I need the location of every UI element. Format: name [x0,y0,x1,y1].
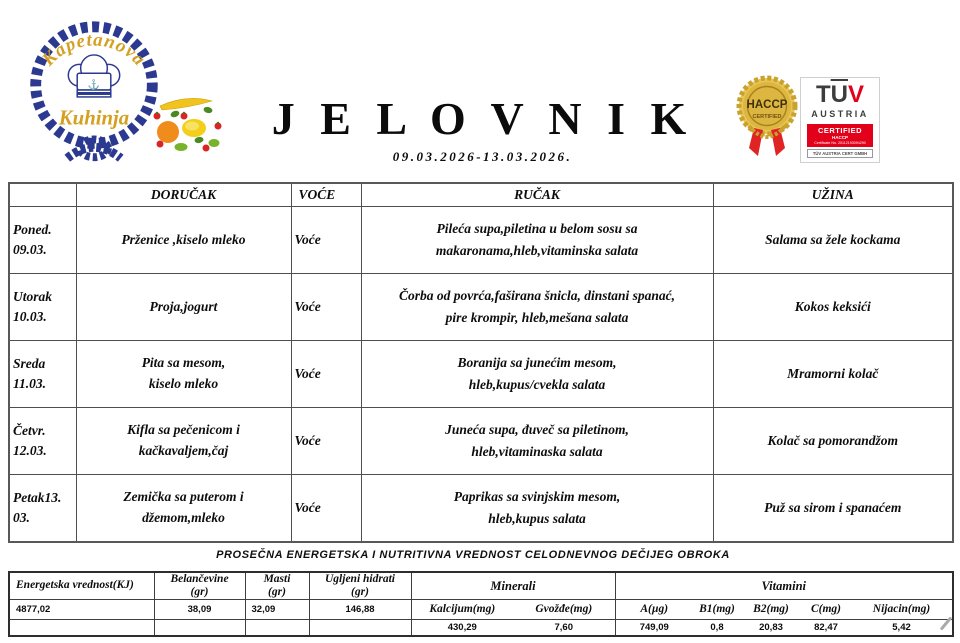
nutrition-subheader-row [9,599,953,619]
nutrition-header-row [9,572,953,599]
haccp-seal-subtitle: CERTIFIED [752,114,782,120]
snack-cell: Salama sa žele kockama [713,207,953,274]
vitamin-b2-header: B2(mg) [741,599,801,619]
vitamins-title: Vitamini [615,572,953,599]
day-cell: Četvr. 12.03. [9,408,76,475]
niacin-value: 5,42 [851,619,953,636]
weekly-menu-table [8,182,954,543]
table-row [9,475,953,542]
vitamin-b1-value: 0,8 [693,619,741,636]
empty-cell [245,619,309,636]
fat-value: 32,09 [245,599,309,619]
niacin-header: Nijacin(mg) [851,599,953,619]
energy-header: Energetska vrednost(KJ) [9,572,154,599]
logo-arc-text: Kapetanova [38,29,151,71]
vitamin-b2-value: 20,83 [741,619,801,636]
date-range: 09.03.2026-13.03.2026. [392,149,573,164]
vitamin-a-value: 749,09 [615,619,693,636]
ribbon-right-icon [771,128,785,156]
iron-header: Gvožđe(mg) [513,599,615,619]
day-cell: Utorak 10.03. [9,274,76,341]
lunch-cell: Juneća supa, đuveč sa piletinom, hleb,vitaminaska salata [361,408,713,475]
breakfast-cell: Kifla sa pečenicom i kačkavaljem,čaj [76,408,291,475]
calcium-header: Kalcijum(mg) [411,599,513,619]
nutrition-values-row [9,619,953,636]
minerals-title: Minerali [411,572,615,599]
page-title: J E L O V N I K [271,93,694,144]
tuv-scheme-label: HACCP [831,135,848,141]
tuv-letter-t: T [815,81,831,108]
table-row [9,207,953,274]
haccp-seal-title: HACCP [746,99,788,111]
snack-cell: Kokos keksići [713,274,953,341]
protein-header: Belančevine (gr) [154,572,245,599]
column-header-fruit: VOĆE [291,183,361,207]
table-row [9,341,953,408]
vitamin-c-value: 82,47 [801,619,851,636]
empty-cell [154,619,245,636]
snack-cell: Puž sa sirom i spanaćem [713,475,953,542]
empty-cell [309,619,411,636]
fruit-cell: Voće [291,341,361,408]
protein-value: 38,09 [154,599,245,619]
fruit-cell: Voće [291,475,361,542]
breakfast-cell: Prženice ,kiselo mleko [76,207,291,274]
lunch-cell: Čorba od povrća,faširana šnicla, dinstani spanać, pire krompir, hleb,mešana salata [361,274,713,341]
fruit-cell: Voće [291,274,361,341]
table-row [9,274,953,341]
tuv-letter-u: $\overline{U}$ [830,81,848,108]
vitamin-b1-header: B1(mg) [693,599,741,619]
tuv-logo [816,83,864,107]
column-header-lunch: RUČAK [361,183,713,207]
menu-header-row [9,183,953,207]
tuv-certified-label: CERTIFIED [817,126,863,135]
column-header-breakfast: DORUČAK [76,183,291,207]
column-header-day [9,183,76,207]
table-row [9,408,953,475]
tuv-country: AUSTRIA [811,109,869,119]
snack-cell: Kolač sa pomorandžom [713,408,953,475]
nutrition-section-title: PROSEČNA ENERGETSKA I NUTRITIVNA VREDNOST CELODNEVNOG DEČIJEG OBROKA [216,549,730,561]
anchor-icon: ⚓ [87,80,101,92]
carbs-header: Ugljeni hidrati (gr) [309,572,411,599]
tuv-footer: TÜV AUSTRIA CERT GMBH [807,149,873,158]
tuv-certified-box [807,124,873,147]
breakfast-cell: Zemička sa puterom i džemom,mleko [76,475,291,542]
column-header-snack: UŽINA [713,183,953,207]
vitamin-a-header: A(µg) [615,599,693,619]
day-cell: Petak13. 03. [9,475,76,542]
iron-value: 7,60 [513,619,615,636]
nutrition-table [8,571,954,637]
vitamin-c-header: C(mg) [801,599,851,619]
ribbon-left-icon [749,128,763,156]
fat-header: Masti (gr) [245,572,309,599]
lunch-cell: Paprikas sa svinjskim mesom, hleb,kupus salata [361,475,713,542]
fruit-cell: Voće [291,207,361,274]
tuv-letter-v: V [848,81,865,108]
tuv-certificate-number: Certificate No. 20112193094290 [814,141,866,145]
carbs-value: 146,88 [309,599,411,619]
logo-script-text: Kuhinja [58,107,130,130]
day-cell: Sreda 11.03. [9,341,76,408]
breakfast-cell: Pita sa mesom, kiselo mleko [76,341,291,408]
title-block [205,92,760,165]
haccp-seal-icon [735,70,799,165]
day-cell: Poned. 09.03. [9,207,76,274]
chef-hat-icon [68,55,119,97]
energy-value: 4877,02 [9,599,154,619]
lunch-cell: Pileća supa,piletina u belom sosu sa makaronama,hleb,vitaminska salata [361,207,713,274]
fruit-cell: Voće [291,408,361,475]
breakfast-cell: Proja,jogurt [76,274,291,341]
snack-cell: Mramorni kolač [713,341,953,408]
calcium-value: 430,29 [411,619,513,636]
empty-cell [9,619,154,636]
tuv-austria-badge [800,77,880,163]
lunch-cell: Boranija sa junećim mesom, hleb,kupus/cvekla salata [361,341,713,408]
